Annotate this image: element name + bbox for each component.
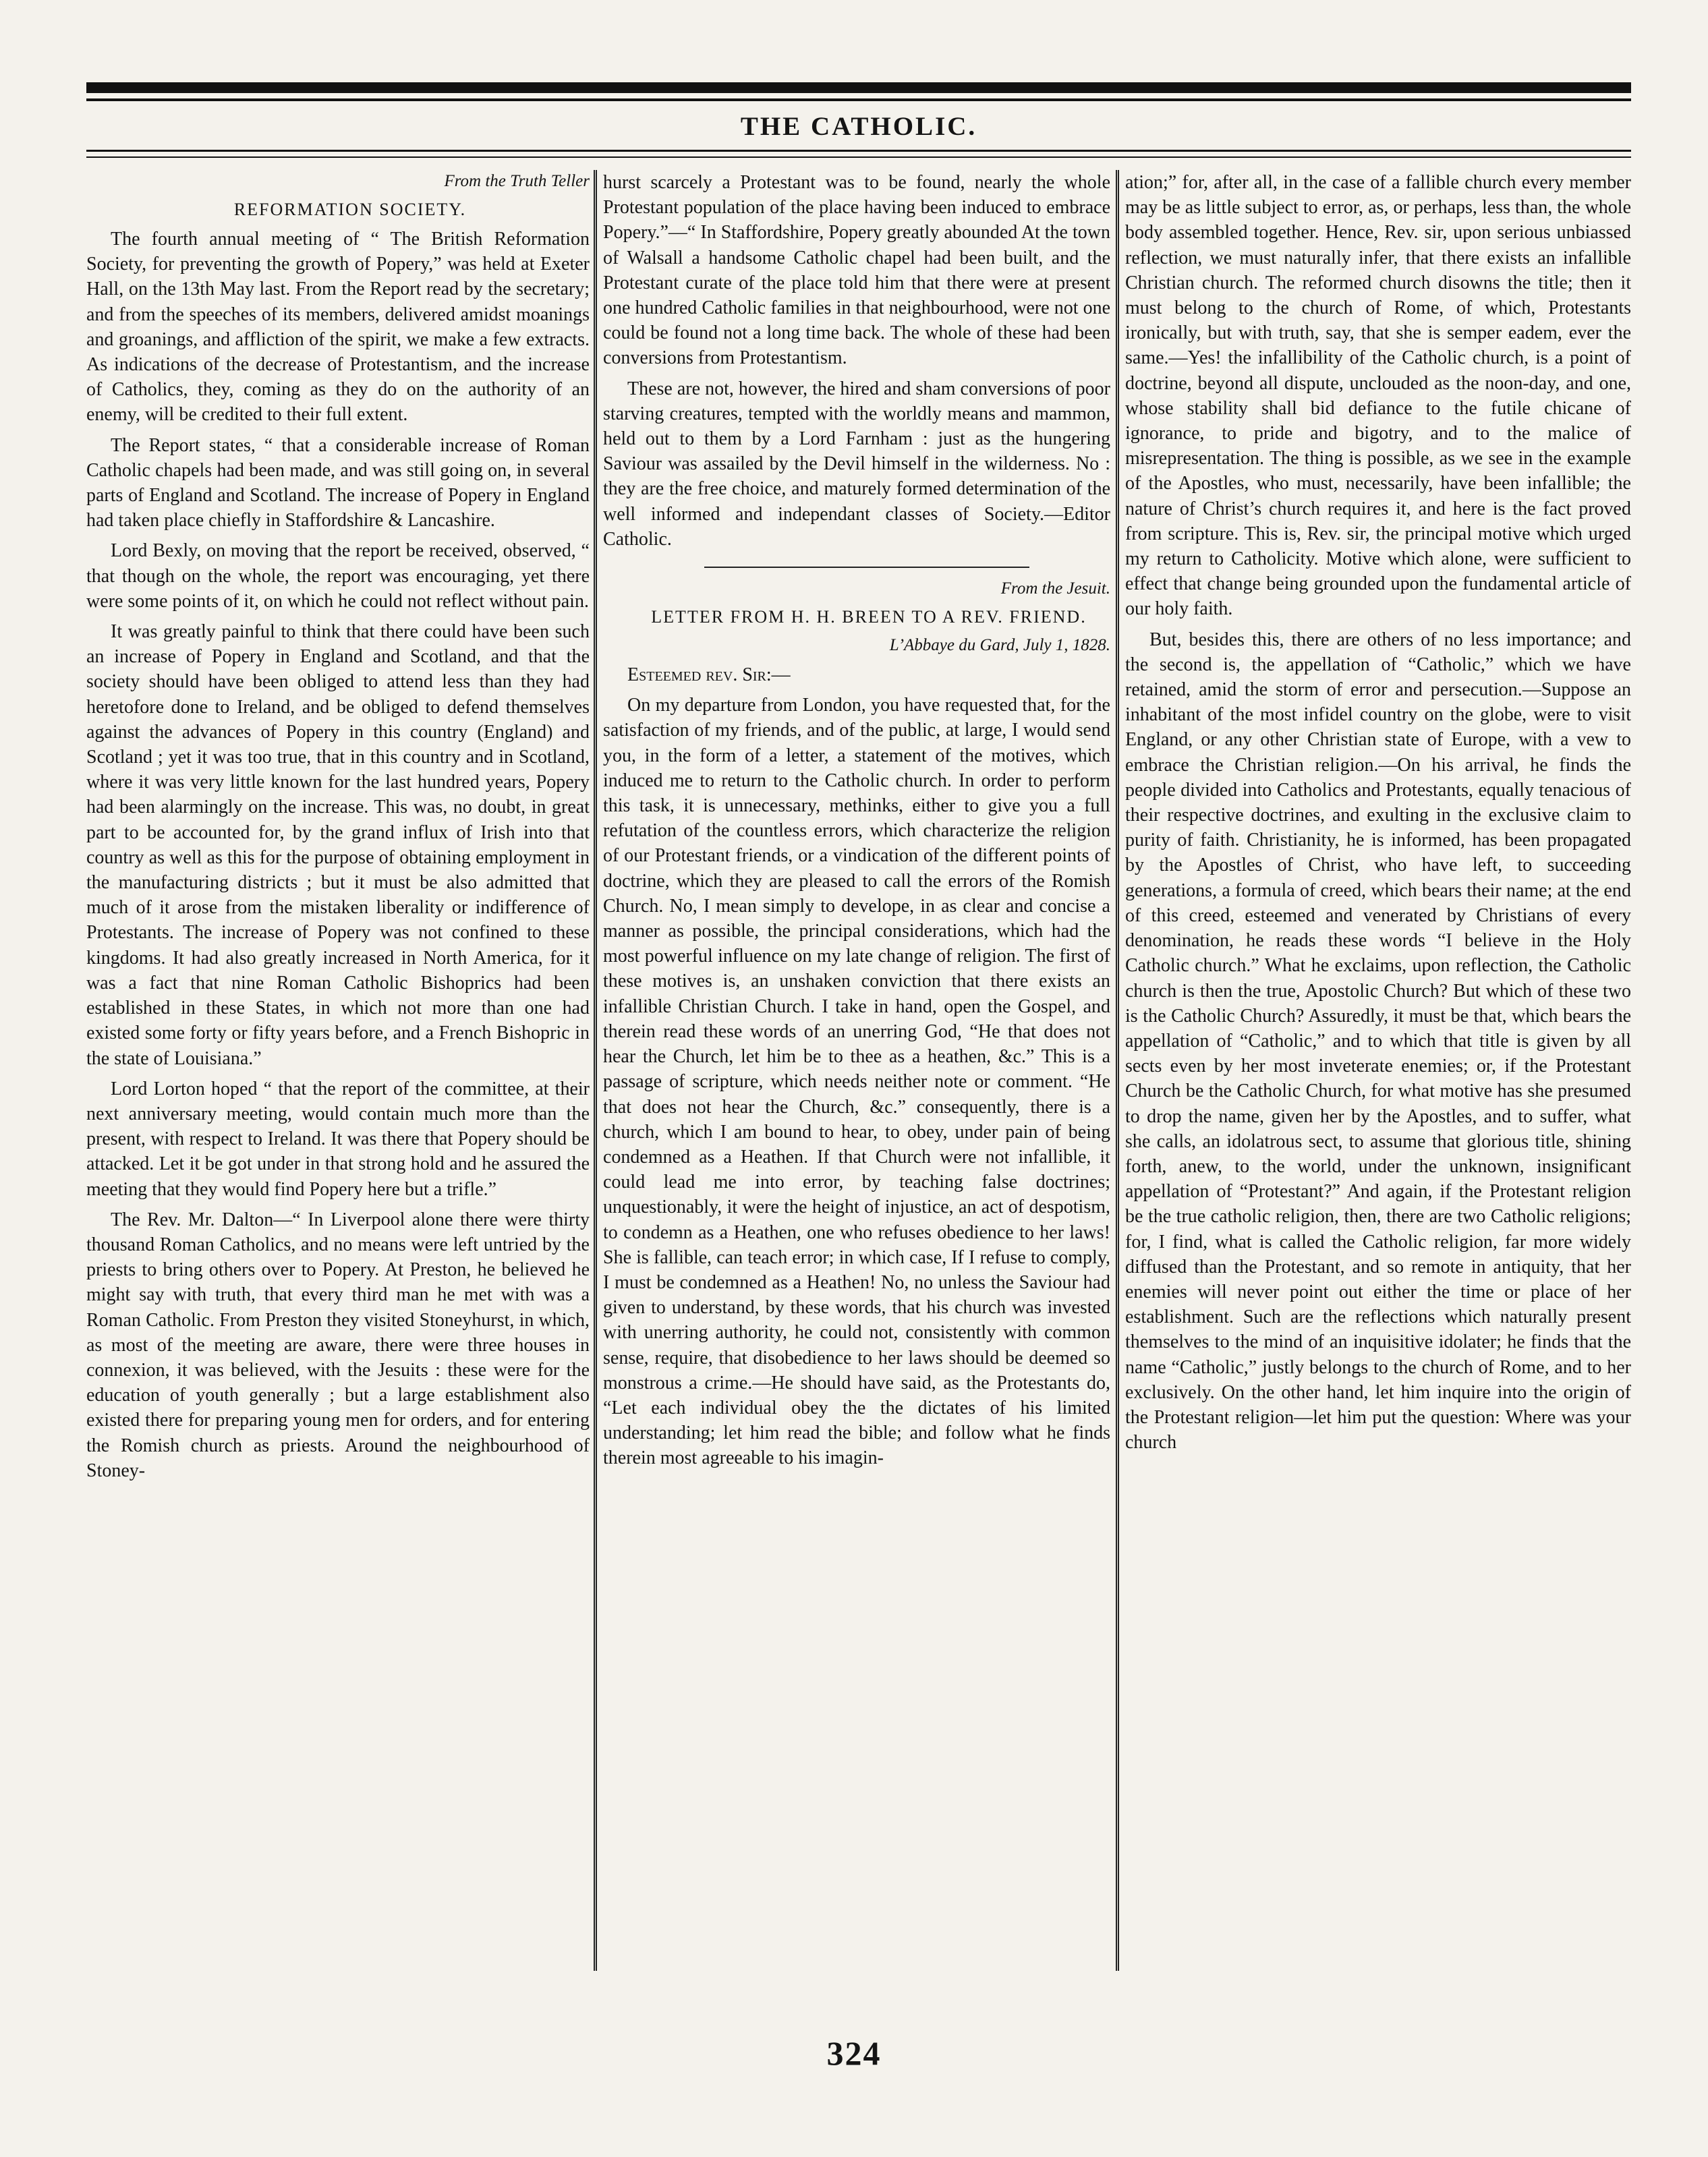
column-1 bbox=[86, 170, 590, 1971]
article-paragraph: The Rev. Mr. Dalton—“ In Liverpool alone there were thirty thousand Roman Catholics, and no means were left untried by the priests to bring others over to Popery. At Preston, he believed he might say with truth, that every third man he met with was a Roman Catholic. From Preston they visited Stoneyhurst, in which, as most of the meeting are aware, there were three houses in connexion, it was believed, with the Jesuits : these were for the education of youth generally ; but a large establishment also existed there for preparing young men for orders, and for entering the Romish church as priests. Around the neighbourhood of Stoney- bbox=[86, 1209, 590, 1481]
article-source: From the Truth Teller bbox=[444, 172, 590, 190]
column-divider bbox=[1116, 170, 1119, 1971]
article-paragraph: The Report states, “ that a considerable increase of Roman Catholic chapels had been made, and was still going on, in several parts of England and Scotland. The increase of Popery in England had taken place chiefly in Staffordshire & Lancashire. bbox=[86, 434, 590, 531]
column-2 bbox=[603, 170, 1110, 1971]
column-divider bbox=[594, 170, 597, 1971]
letter-salutation: Esteemed rev. Sir:— bbox=[627, 664, 791, 686]
column-3 bbox=[1125, 170, 1631, 1971]
letter-dateline: L’Abbaye du Gard, July 1, 1828. bbox=[889, 636, 1110, 655]
article-divider bbox=[704, 567, 1029, 568]
article-paragraph: The fourth annual meeting of “ The British Reformation Society, for preventing the growth of Popery,” was held at Exeter Hall, on the 13th May last. From the Report read by the secretary; and from the speeches of its members, delivered amidst moanings and groanings, and affliction of the spirit, we make a few extracts. As indications of the decrease of Protestantism, and the increase of Catholics, they, coming as they do on the authority of an enemy, will be credited to their full extent. bbox=[86, 229, 590, 426]
page-number: 324 bbox=[826, 2034, 882, 2072]
article-paragraph: Lord Bexly, on moving that the report be received, observed, “ that though on the whole, the report was encouraging, yet there were some points of it, on which he could not reflect without pain. bbox=[86, 540, 590, 612]
letter-paragraph: On my departure from London, you have requested that, for the satisfaction of my friends, and of the public, at large, I would send you, in the form of a letter, a statement of the motives, which induced me to return to the Catholic church. In order to perform this task, it is unnecessary, methinks, either to give you a full refutation of the countless errors, which characterize the religion of our Protestant friends, or a vindication of the different points of doctrine, which they are pleased to call the errors of the Romish Church. No, I mean simply to develope, in as clear and concise a manner as possible, the principal considerations, which had the most powerful influence on my late change of religion. The first of these motives is, an unshaken conviction that there exists an infallible Christian Church. I take in hand, open the Gospel, and therein read these words of an unerring God, “He that does not hear the Church, let him be to thee as a heathen, &c.” This is a passage of scripture, which needs neither note or comment. “He that does not hear the Church, &c.” consequently, there is a church, which I am bound to hear, to obey, under pain of being condemned as a Heathen. If that Church were not infallible, it could lead me into error, by teaching false doctrines; unquestionably, it were the height of injustice, an act of despotism, to condemn as a Heathen, one who refuses obedience to her laws! She is fallible, can teach error; in which case, If I refuse to comply, I must be condemned as a Heathen! No, no unless the Saviour had given to understand, by these words, that his church was invested with unerring authority, he could not, consistently with common sense, require, that disobedience to her laws should be deemed so monstrous a crime.—He should have said, as the Protestants do, “Let each individual obey the the dictates of his limited understanding; let him read the bible; and follow what he finds therein most agreeable to his imagin- bbox=[603, 695, 1110, 1469]
masthead-rule bbox=[86, 150, 1631, 152]
letter-source: From the Jesuit. bbox=[1000, 579, 1110, 598]
top-thin-rule bbox=[86, 98, 1631, 101]
article-heading: REFORMATION SOCIETY. bbox=[233, 200, 467, 219]
masthead-rule-thin bbox=[86, 156, 1631, 158]
letter-paragraph: ation;” for, after all, in the case of a fallible church every member may be as little subject to error, as, or perhaps, less than, the whole body assembled together. Hence, Rev. sir, upon serious unbiassed reflection, we must naturally infer, that there exists an infallible Christian church. The reformed church disowns the title; then it must belong to the church of Rome, of which, Protestants ironically, but with truth, say, that she is semper eadem, ever the same.—Yes! the infallibility of the Catholic church, is a point of doctrine, beyond all dispute, unclouded as the noon-day, and one, whose stability shall bid defiance to the futile chicane of ignorance, to pride and bigotry, and to the malice of misrepresentation. The thing is possible, as we see in the example of the Apostles, who must, necessarily, have been infallible; the nature of Christ’s church requires it, and here is the fact proved from scripture. This is, Rev. sir, the principal motive which urged my return to Catholicity. Motive which alone, were sufficient to effect that change being grounded upon the fundamental article of our holy faith. bbox=[1125, 172, 1631, 620]
article-paragraph: It was greatly painful to think that there could have been such an increase of Popery in England and Scotland, and that the society should have been obliged to attend less than they had heretofore done to Ireland, and be obliged to defend themselves against the advances of Popery in this country (England) and Scotland ; yet it was too true, that in this country and in Scotland, where it was very little known for the last hundred years, Popery had been alarmingly on the increase. This was, no doubt, in great part to be accounted for, by the grand influx of Irish into that country as well as this for the purpose of obtaining employment in the manufacturing districts ; but it must be also admitted that much of it arose from the mistaken liberality or indifference of Protestants. The increase of Popery was not confined to these kingdoms. It had also greatly increased in North America, for it was a fact that nine Roman Catholic Bishoprics had been established in these States, in which not more than one had existed some forty or fifty years before, and a French Bishopric in the state of Louisiana.” bbox=[86, 621, 590, 1069]
letter-paragraph: But, besides this, there are others of no less importance; and the second is, the appellation of “Catholic,” which we have retained, amid the storm of error and persecution.—Suppose an inhabitant of the most infidel country on the globe, were to visit England, or any other Christian state of Europe, with a vew to embrace the Christian religion.—On his arrival, he finds the people divided into Catholics and Protestants, equally tenacious of their respective doctrines, and exulting in the exclusive claim to purity of faith. Christianity, he is informed, has been propagated by the Apostles of Christ, who have left, to succeeding generations, a formula of creed, which bears their name; at the end of this creed, esteemed and venerated by Christians of every denomination, he reads these words “I believe in the Holy Catholic church.” What he exclaims, upon reflection, the Catholic church is then the true, Apostolic Church? But which of these two is the Catholic Church? Assuredly, it must be that, which bears the appellation of “Catholic,” and to which that title is given by all sects even by her most inveterate enemies; or, if the Protestant Church be the Catholic Church, for what motive has she presumed to drop the name, given her by the Apostles, and to suffer, what she calls, an idolatrous sect, to assume that glorious title, shining forth, anew, to the world, under the unknown, insignificant appellation of “Protestant?” And again, if the Protestant religion be the true catholic religion, then, there are two Catholic religions; for, I find, what is called the Catholic religion, far more widely diffused than the Protestant, and so remote in antiquity, that her enemies will never point out either the time or place of her establishment. Such are the reflections which naturally present themselves to the mind of an inquisitive idolater; he finds that the name “Catholic,” justly belongs to the church of Rome, and to her exclusively. On the other hand, let him inquire into the origin of the Protestant religion—let him put the question: Where was your church bbox=[1125, 629, 1631, 1454]
article-paragraph: Lord Lorton hoped “ that the report of the committee, at their next anniversary meeting, would contain much more than the present, with respect to Ireland. It was there that Popery should be attacked. Let it be got under in that strong hold and he assured the meeting that they would find Popery here but a trifle.” bbox=[86, 1078, 590, 1200]
article-paragraph: hurst scarcely a Protestant was to be found, nearly the whole Protestant population of the place having been induced to embrace Popery.”—“ In Staffordshire, Popery greatly abounded At the town of Walsall a handsome Catholic chapel had been built, and the Protestant curate of the place told him that there were at present one hundred Catholic families in that neighbourhood, were not one could be found not a long time back. The whole of these had been conversions from Protestantism. bbox=[603, 172, 1110, 369]
masthead-title: THE CATHOLIC. bbox=[740, 112, 977, 141]
letter-heading: LETTER FROM H. H. BREEN TO A REV. FRIEND. bbox=[651, 607, 1087, 627]
article-paragraph: These are not, however, the hired and sham conversions of poor starving creatures, tempted with the worldly means and mammon, held out to them by a Lord Farnham : just as the hungering Saviour was assailed by the Devil himself in the wilderness. No : they are the free choice, and maturely formed determination of the well informed and independant classes of Society.—Editor Catholic. bbox=[603, 378, 1110, 550]
top-thick-rule bbox=[86, 82, 1631, 93]
